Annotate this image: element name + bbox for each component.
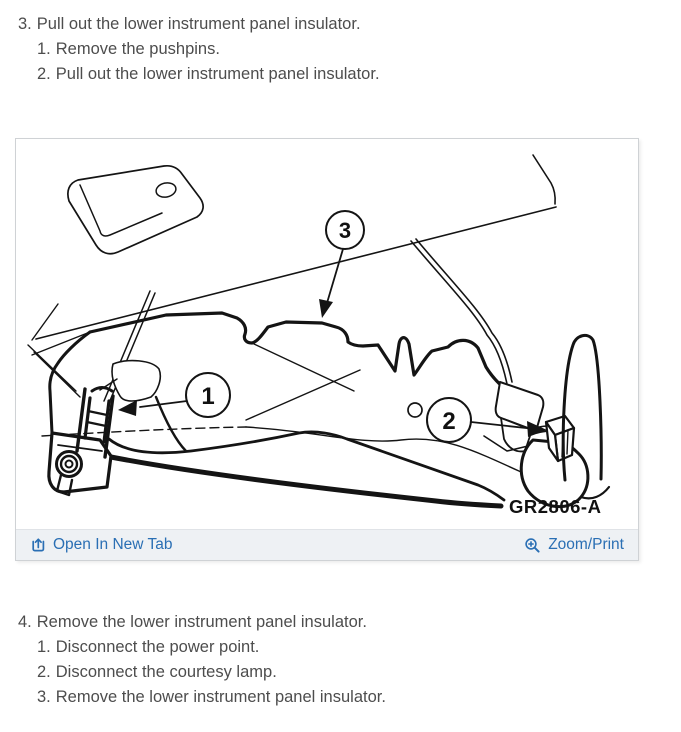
access-plate-outline (68, 166, 203, 254)
callout-number-3: 3 (338, 218, 352, 243)
insulator-flap (112, 361, 160, 401)
substep-number: 2. (37, 663, 51, 681)
step-4-line (18, 610, 386, 635)
figure-panel (15, 138, 639, 561)
substep-3-line (18, 685, 386, 710)
substep-1-line (18, 37, 380, 62)
crease-line-2 (246, 370, 360, 420)
callout-number-1: 1 (201, 383, 215, 410)
insulator-diagram (16, 139, 638, 528)
step-number: 3. (18, 15, 32, 33)
callout3-arrow-shaft (327, 249, 343, 303)
substep-2-line (18, 62, 380, 87)
substep-text: Remove the pushpins. (55, 40, 220, 58)
figure-code: GR2806-A (509, 496, 602, 517)
step-list-top (18, 12, 380, 87)
step-3-line (18, 12, 380, 37)
substep-number: 2. (37, 65, 51, 83)
lower-contour (246, 427, 521, 472)
open-in-new-tab-link[interactable] (30, 536, 172, 554)
substep-text: Disconnect the power point. (55, 638, 260, 656)
lamp-cable (411, 239, 512, 384)
pushpin-ribs (87, 411, 107, 426)
callout-number-2: 2 (442, 408, 456, 435)
crease-line-1 (254, 344, 354, 391)
left-stub-line2 (32, 332, 90, 355)
substep-text: Disconnect the courtesy lamp. (55, 663, 277, 681)
open-in-new-tab-label: Open In New Tab (53, 536, 173, 553)
pushpin-body (85, 398, 109, 442)
substep-1-line (18, 635, 386, 660)
substep-number: 1. (37, 40, 51, 58)
figure-code-leader (82, 451, 501, 506)
substep-text: Remove the lower instrument panel insulator. (55, 688, 386, 706)
figure-drawing-area (16, 139, 638, 528)
figure-toolbar (16, 529, 638, 560)
substep-text: Pull out the lower instrument panel insulator. (55, 65, 380, 83)
callout3-arrowhead (319, 299, 333, 318)
step-number: 4. (18, 613, 32, 631)
callout1-arrow-shaft (140, 401, 187, 407)
panel-left-edge (50, 332, 90, 433)
substep-2-line (18, 660, 386, 685)
substep-number: 3. (37, 688, 51, 706)
open-in-new-tab-icon (30, 537, 46, 553)
step-text: Pull out the lower instrument panel insulator. (36, 15, 361, 33)
pillar-corner-line (533, 155, 555, 204)
step-list-bottom (18, 610, 386, 710)
zoom-in-icon (524, 537, 541, 554)
zoom-print-label: Zoom/Print (548, 536, 624, 553)
callout1-arrowhead (118, 400, 137, 416)
substep-number: 1. (37, 638, 51, 656)
panel-hole (408, 403, 422, 417)
zoom-print-link[interactable] (524, 536, 624, 554)
step-text: Remove the lower instrument panel insulator. (36, 613, 367, 631)
